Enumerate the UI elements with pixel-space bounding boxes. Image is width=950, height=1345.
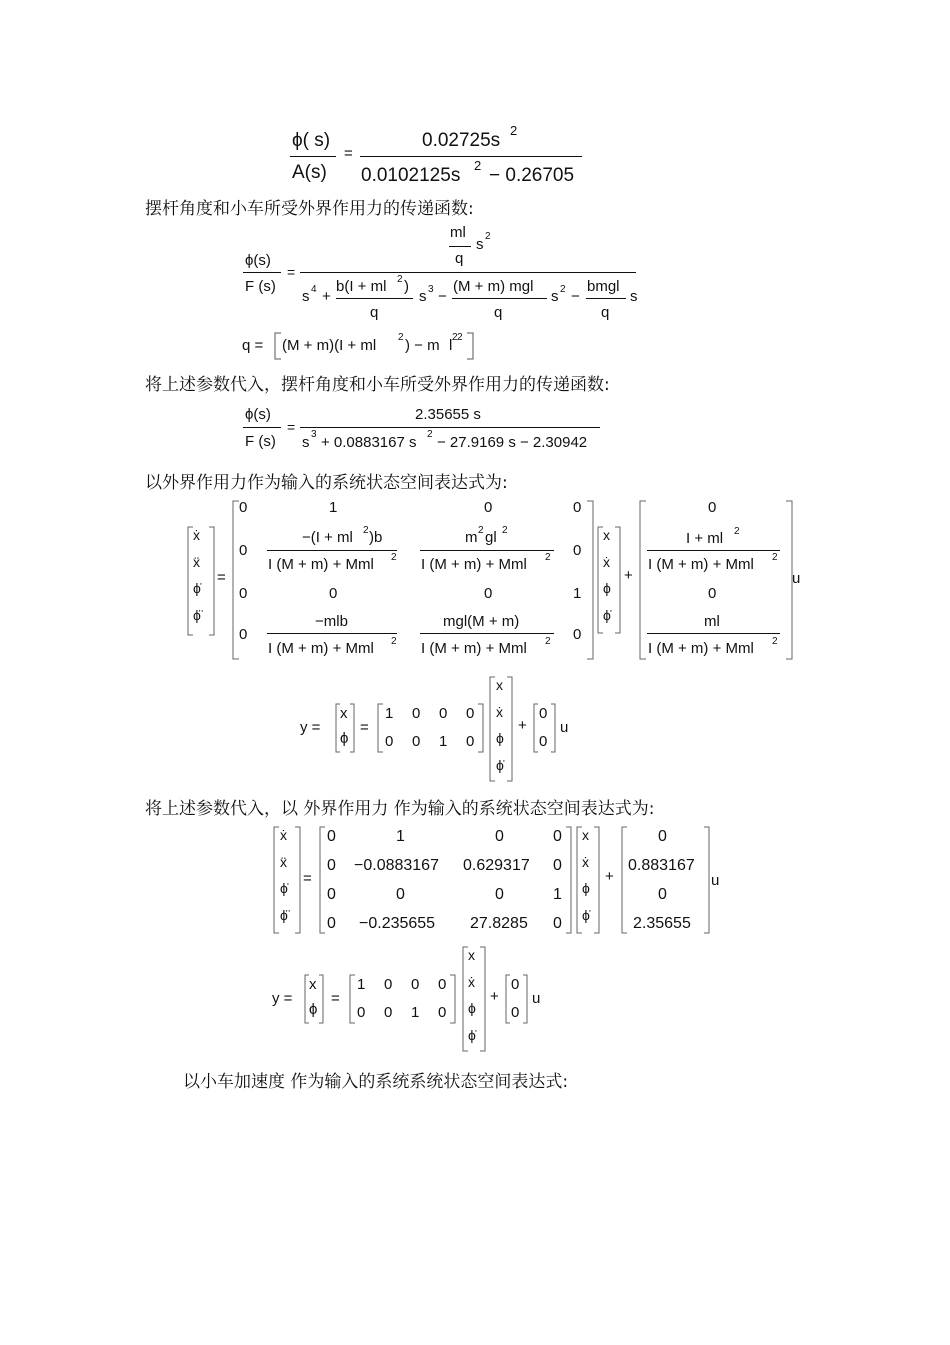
ss2-x-3: ϕ <box>582 880 590 896</box>
ss1-b4-den: I (M + m) + Mml <box>648 640 754 657</box>
ss2-A-brackets <box>318 826 574 934</box>
ss2-a43: 27.8285 <box>470 915 528 932</box>
eq1-num-rhs: 0.02725s <box>422 130 501 151</box>
eq2-s2: s <box>551 288 559 305</box>
out1-yvec-1: x <box>340 705 348 722</box>
ss1-lhs-2: ẍ <box>193 554 200 570</box>
text-state-space-force: 以外界作用力作为输入的系统状态空间表达式为: <box>145 473 508 493</box>
out1-c11: 1 <box>385 705 394 722</box>
eq2-minus2: − <box>571 288 580 305</box>
ss1-b2-den-exp: 2 <box>772 552 778 563</box>
out1-c22: 0 <box>412 733 421 750</box>
eq2-s2-exp: 2 <box>560 284 566 295</box>
eq2-frac1-den: q <box>370 304 379 321</box>
ss1-b2-den: I (M + m) + Mml <box>648 556 754 573</box>
eq3-den-lhs: F (s) <box>245 433 276 450</box>
ss1-x-1: x <box>603 527 610 543</box>
out2-x-2: ẋ <box>468 974 475 990</box>
ss1-a44: 0 <box>573 626 582 643</box>
ss1-a22-den: I (M + m) + Mml <box>268 556 374 573</box>
ss1-equals: = <box>217 569 226 586</box>
eq2-top-s: s <box>476 236 484 253</box>
out1-d1: 0 <box>539 705 548 722</box>
out1-y: y = <box>300 719 321 736</box>
ss1-a23-den: I (M + m) + Mml <box>421 556 527 573</box>
eq3-den-b: + 0.0883167 s <box>321 434 417 451</box>
ss1-a23-den-exp: 2 <box>545 552 551 563</box>
ss1-a21: 0 <box>239 542 248 559</box>
out2-c24: 0 <box>438 1004 447 1021</box>
eq1-equals: = <box>344 145 353 162</box>
eq2-frac2-den: q <box>494 304 503 321</box>
eq2-frac1-num-close: ) <box>404 278 409 295</box>
ss1-a43-num: mgl(M + m) <box>443 613 520 630</box>
eq2-frac1-num: b(I + ml <box>336 278 387 295</box>
eq1-num-lhs: ϕ( s) <box>292 130 331 151</box>
ss1-a42-num: −mlb <box>315 613 348 630</box>
ss1-a34: 1 <box>573 585 582 602</box>
out2-c14: 0 <box>438 976 447 993</box>
text-substitute-state-space: 将上述参数代入，以 外界作用力 作为输入的系统状态空间表达式为: <box>145 799 655 819</box>
ss2-a14: 0 <box>553 828 562 845</box>
out2-c11: 1 <box>357 976 366 993</box>
ss2-lhs-2: ẍ <box>280 854 287 870</box>
out2-c12: 0 <box>384 976 393 993</box>
ss1-a13: 0 <box>484 499 493 516</box>
ss1-a23-num-m: m <box>465 529 478 546</box>
eq1-den-lhs: A(s) <box>292 162 327 183</box>
out2-x-4: ϕ̇ <box>468 1027 476 1043</box>
out2-u: u <box>532 990 541 1007</box>
out2-d1: 0 <box>511 976 520 993</box>
ss1-a32: 0 <box>329 585 338 602</box>
ss2-a13: 0 <box>495 828 504 845</box>
ss1-lhs-1: ẋ <box>193 527 200 543</box>
out2-c21: 0 <box>357 1004 366 1021</box>
ss2-u: u <box>711 872 720 889</box>
text-substitute-tf: 将上述参数代入，摆杆角度和小车所受外界作用力的传递函数: <box>145 375 610 395</box>
eq3-num-rhs: 2.35655 s <box>415 406 481 423</box>
eq2-equals: = <box>287 264 296 280</box>
eq-q-body: (M + m)(I + ml <box>282 337 377 354</box>
ss1-a43-den-exp: 2 <box>545 636 551 647</box>
out2-plus: + <box>490 988 499 1005</box>
eq1-den-rhs-exp: 2 <box>474 158 482 173</box>
ss1-a12: 1 <box>329 499 338 516</box>
ss1-b1: 0 <box>708 499 717 516</box>
eq2-s3-exp: 3 <box>428 284 434 295</box>
out2-x-1: x <box>468 947 475 963</box>
ss1-a11: 0 <box>239 499 248 516</box>
ss2-b3: 0 <box>658 886 667 903</box>
eq3-den-c: − 27.9169 s − 2.30942 <box>437 434 588 451</box>
ss1-A-brackets <box>231 500 596 660</box>
out1-x-1: x <box>496 677 503 693</box>
ss2-a31: 0 <box>327 886 336 903</box>
eq2-frac2-num: (M + m) mgl <box>453 278 534 295</box>
eq2-s3: s <box>419 288 427 305</box>
ss2-a24: 0 <box>553 857 562 874</box>
out1-u: u <box>560 719 569 736</box>
ss2-lhs-3: ϕ̇ <box>280 880 288 896</box>
ss2-x-2: ẋ <box>582 854 589 870</box>
eq2-num-lhs: ϕ(s) <box>245 252 271 269</box>
ss1-b3: 0 <box>708 585 717 602</box>
ss1-x-3: ϕ <box>603 580 611 596</box>
eq-q-exp1: 2 <box>398 332 404 343</box>
eq3-equals: = <box>287 419 296 435</box>
eq1-num-rhs-exp: 2 <box>510 123 518 138</box>
ss1-a22-num-exp: 2 <box>363 525 369 536</box>
ss1-a23-num-exp1: 2 <box>478 525 484 536</box>
out1-equals: = <box>360 719 369 736</box>
eq1-den-rhs-b: − 0.26705 <box>489 165 575 186</box>
eq2-frac1-num-exp: 2 <box>397 274 403 285</box>
eq-q-lhs: q = <box>242 337 264 354</box>
ss1-a14: 0 <box>573 499 582 516</box>
ss2-equals: = <box>303 870 312 887</box>
ss2-lhs-4: ϕ̈ <box>280 907 288 923</box>
ss1-x-2: ẋ <box>603 554 610 570</box>
eq3-den-b-exp: 2 <box>427 429 433 440</box>
eq2-top-frac-den: q <box>455 250 464 267</box>
ss1-a22-num: −(I + ml <box>302 529 353 546</box>
eq2-minus1: − <box>438 288 447 305</box>
eq2-top-s-exp: 2 <box>485 231 491 242</box>
ss1-a31: 0 <box>239 585 248 602</box>
ss1-a43-den: I (M + m) + Mml <box>421 640 527 657</box>
ss2-a22: −0.0883167 <box>354 857 439 874</box>
out2-c23: 1 <box>411 1004 420 1021</box>
ss2-a44: 0 <box>553 915 562 932</box>
out2-yvec-1: x <box>309 976 317 993</box>
ss1-a42-den: I (M + m) + Mml <box>268 640 374 657</box>
ss2-b1: 0 <box>658 828 667 845</box>
ss1-a22-den-exp: 2 <box>391 552 397 563</box>
out2-c22: 0 <box>384 1004 393 1021</box>
eq3-den-a: s <box>302 434 310 451</box>
ss1-b2-num: I + ml <box>686 530 724 547</box>
ss1-B-brackets <box>638 500 794 660</box>
ss1-lhs-4: ϕ̈ <box>193 607 201 623</box>
ss2-a42: −0.235655 <box>359 915 436 932</box>
out1-plus: + <box>518 717 527 734</box>
out2-yvec-2: ϕ <box>309 1001 318 1018</box>
ss1-a23-num-exp2: 2 <box>502 525 508 536</box>
eq-q-right-bracket <box>464 332 476 360</box>
out2-x-3: ϕ <box>468 1000 476 1016</box>
ss1-a23-num-mid: gl <box>485 529 497 546</box>
out1-c24: 0 <box>466 733 475 750</box>
ss1-b4-den-exp: 2 <box>772 636 778 647</box>
eq-q-exp2: 2 <box>452 332 458 343</box>
ss1-lhs-brackets <box>186 526 216 636</box>
ss2-a23: 0.629317 <box>463 857 530 874</box>
out2-equals: = <box>331 990 340 1007</box>
ss1-a41: 0 <box>239 626 248 643</box>
ss2-a41: 0 <box>327 915 336 932</box>
out2-y: y = <box>272 990 293 1007</box>
eq3-den-a-exp: 3 <box>311 429 317 440</box>
ss1-a42-den-exp: 2 <box>391 636 397 647</box>
out1-yvec-2: ϕ <box>340 730 349 747</box>
eq2-frac3-num: bmgl <box>587 278 620 295</box>
ss2-b2: 0.883167 <box>628 857 695 874</box>
ss2-a11: 0 <box>327 828 336 845</box>
eq-q-mid: ) − m <box>405 337 440 354</box>
text-angle-force-tf: 摆杆角度和小车所受外界作用力的传递函数: <box>145 199 474 219</box>
out1-c12: 0 <box>412 705 421 722</box>
ss2-a33: 0 <box>495 886 504 903</box>
out2-c13: 0 <box>411 976 420 993</box>
ss1-plus: + <box>624 567 633 584</box>
ss1-x-4: ϕ̇ <box>603 607 611 623</box>
eq1-den-rhs-a: 0.0102125s <box>361 165 461 186</box>
ss2-a12: 1 <box>396 828 405 845</box>
ss1-u: u <box>792 570 801 587</box>
ss2-a21: 0 <box>327 857 336 874</box>
ss2-x-4: ϕ̇ <box>582 907 590 923</box>
eq-q-tail: l <box>449 337 453 354</box>
out1-c21: 0 <box>385 733 394 750</box>
ss1-b2-num-exp: 2 <box>734 526 740 537</box>
out2-d2: 0 <box>511 1004 520 1021</box>
text-state-space-accel: 以小车加速度 作为输入的系统系统状态空间表达式: <box>183 1072 569 1092</box>
ss2-a34: 1 <box>553 886 562 903</box>
eq2-s4: s <box>302 288 310 305</box>
ss1-a24: 0 <box>573 542 582 559</box>
eq-q-exp3: 2 <box>457 332 463 343</box>
ss1-b4-num: ml <box>704 613 720 630</box>
out1-c23: 1 <box>439 733 448 750</box>
eq3-num-lhs: ϕ(s) <box>245 406 271 423</box>
eq2-s1: s <box>630 288 638 305</box>
eq2-top-frac-num: ml <box>450 224 466 241</box>
ss2-b4: 2.35655 <box>633 915 691 932</box>
eq2-den-lhs: F (s) <box>245 278 276 295</box>
out1-d2: 0 <box>539 733 548 750</box>
eq2-plus1: + <box>322 288 331 305</box>
out1-x-3: ϕ <box>496 730 504 746</box>
ss2-plus: + <box>605 868 614 885</box>
ss1-a33: 0 <box>484 585 493 602</box>
ss2-x-1: x <box>582 827 589 843</box>
ss1-a22-num-tail: )b <box>369 529 383 546</box>
out1-x-4: ϕ̇ <box>496 757 504 773</box>
ss2-lhs-1: ẋ <box>280 827 287 843</box>
eq2-frac3-den: q <box>601 304 610 321</box>
out1-c13: 0 <box>439 705 448 722</box>
ss1-lhs-3: ϕ̇ <box>193 580 201 596</box>
ss2-a32: 0 <box>396 886 405 903</box>
out1-x-2: ẋ <box>496 704 503 720</box>
out1-c14: 0 <box>466 705 475 722</box>
eq2-s4-exp: 4 <box>311 284 317 295</box>
